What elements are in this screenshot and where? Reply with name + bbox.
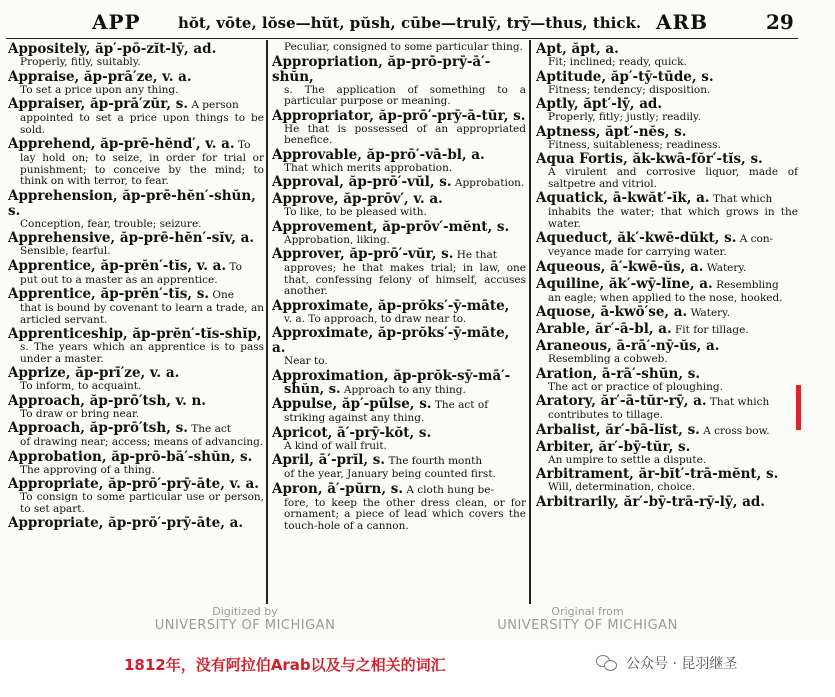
column-divider-1: [266, 40, 268, 604]
wechat-attribution: [596, 653, 737, 673]
entry-definition: v. a. To approach, to draw near to.: [284, 312, 467, 325]
column-2: [272, 42, 526, 604]
entry-definition: Properly, fitly, suitably.: [20, 56, 141, 68]
entry-continuation: shŭn, s. Approach to any thing.: [284, 381, 466, 397]
dictionary-entry: [536, 339, 798, 366]
entry-definition: lay hold on; to seize, in order for trial or punishment; to conceive by the mind; to think on with terror, to fear.: [20, 152, 264, 187]
entry-inline-definition: That which: [709, 193, 773, 205]
entry-headword: Approval, ăp-prō′-vŭl, s. Approbation.: [272, 174, 525, 190]
dictionary-entry: [272, 109, 526, 147]
dictionary-entry: [272, 175, 526, 191]
dictionary-entry: [536, 231, 798, 259]
dictionary-entry: [8, 42, 264, 69]
watermark-big-text: UNIVERSITY OF MICHIGAN: [154, 618, 336, 633]
entry-headword: Apricot, ā′-prȳ-kŏt, s.: [272, 424, 432, 441]
entry-inline-definition: To: [234, 139, 251, 151]
entry-headword: Arbalist, ăr′-bā-lĭst, s. A cross bow.: [536, 421, 770, 438]
entry-definition: To inform, to acquaint.: [20, 380, 142, 392]
wechat-label: 公众号 · 昆羽继圣: [626, 656, 738, 672]
entry-definition: Peculiar, consigned to some particular thing.: [284, 42, 523, 53]
entry-headword: April, ā′-prĭl, s. The fourth month: [272, 452, 483, 468]
entry-inline-definition: The fourth month: [385, 455, 483, 467]
entry-headword: Aptness, ăpt′-nĕs, s.: [536, 123, 687, 140]
entry-inline-definition: The act: [187, 423, 231, 435]
watermark-big-text: UNIVERSITY OF MICHIGAN: [497, 618, 678, 633]
entry-inline-definition: A person: [188, 99, 239, 111]
dictionary-entry: [8, 477, 264, 515]
entry-definition: An umpire to settle a dispute.: [548, 453, 707, 466]
dictionary-entry: [536, 191, 798, 230]
caption-text: 1812年，没有阿拉伯Arab以及与之相关的词汇: [124, 656, 446, 674]
dictionary-entry: [272, 482, 526, 533]
entry-inline-definition: Approbation.: [451, 177, 525, 189]
entry-headword: Apprentice, ăp-prĕn′-tĭs, s. One: [8, 286, 234, 302]
column-divider-2: [529, 40, 531, 604]
dictionary-entry: [536, 97, 798, 124]
entry-headword: Approximate, ăp-prŏks′-ȳ-māte,: [272, 297, 510, 314]
entry-definition: Sensible, fearful.: [20, 245, 111, 257]
entry-definition: contributes to tillage.: [548, 409, 663, 421]
entry-headword: Apprehend, ăp-prē-hĕnd′, v. a. To: [8, 136, 251, 152]
entry-headword: Arable, ăr′-ā-bl, a. Fit for tillage.: [536, 321, 749, 337]
entry-headword: Aqueduct, ăk′-kwē-dŭkt, s. A con-: [536, 230, 774, 246]
dictionary-entry: [8, 70, 264, 97]
dictionary-entry: [272, 55, 526, 108]
entry-definition: Properly, fitly; justly; readily.: [548, 111, 701, 123]
entry-inline-definition: Resembling: [712, 278, 779, 291]
dictionary-entry: [536, 125, 798, 152]
entry-headword: Apprize, ăp-prī′ze, v. a.: [8, 365, 180, 381]
entry-definition: The act or practice of ploughing.: [548, 380, 723, 393]
entry-definition: of the year, January being counted first.: [284, 468, 496, 480]
entry-headword: Approximation, ăp-prŏk-sȳ-mā′-: [272, 367, 511, 384]
dictionary-entry: [536, 440, 798, 467]
entry-definition: The approving of a thing.: [20, 463, 155, 476]
entry-headword: Approximate, ăp-prŏks′-ȳ-māte, a.: [272, 325, 510, 356]
entry-inline-definition: The act of: [431, 399, 489, 411]
dictionary-entry: [8, 327, 264, 365]
entry-definition: striking against any thing.: [284, 412, 425, 424]
entry-inline-definition: To: [226, 260, 242, 273]
entry-definition: approves; he that makes trial; in law, one that, confessing felony of himself, accuses another.: [284, 262, 526, 297]
watermark-digitized: [150, 605, 340, 633]
dictionary-entry: [8, 450, 264, 477]
dictionary-entry: [536, 305, 798, 321]
entry-headword: Approach, ăp-prō′tsh, v. n.: [8, 392, 207, 409]
entry-headword: Aptly, ăpt′-lȳ, ad.: [536, 96, 663, 112]
entry-inline-definition: One: [209, 289, 234, 301]
entry-headword: Appropriation, ăp-prō-prȳ-ā′-shŭn,: [272, 53, 491, 85]
entry-headword: Aquiline, ăk′-wȳ-lĭne, a. Resembling: [536, 275, 779, 292]
entry-definition: an eagle; when applied to the nose, hooked.: [548, 291, 783, 304]
entry-definition: To draw or bring near.: [20, 407, 140, 420]
dictionary-entry: [8, 516, 264, 531]
dictionary-entry: [536, 260, 798, 276]
page-number: 29: [766, 10, 794, 34]
entry-headword: Arbitrarily, ăr′-bȳ-trā-rȳ-lȳ, ad.: [536, 493, 765, 510]
entry-definition: A virulent and corrosive liquor, made of saltpetre and vitriol.: [548, 166, 798, 190]
wechat-icon: [596, 655, 618, 671]
dictionary-entry: [272, 192, 526, 219]
entry-headword: Arbiter, ăr′-bȳ-tŭr, s.: [536, 438, 691, 455]
entry-headword: Appulse, ăp′-pŭlse, s. The act of: [272, 396, 489, 412]
entry-headword: Apprenticeship, ăp-prĕn′-tĭs-shĭp,: [8, 326, 262, 342]
column-3: [536, 42, 798, 604]
entry-inline-definition: Fit for tillage.: [671, 324, 749, 336]
entry-definition: veyance made for carrying water.: [548, 246, 727, 258]
entry-definition: Approbation, liking.: [284, 233, 390, 246]
right-guide-word: ARB: [656, 10, 709, 34]
entry-headword: Aration, ā-rā′-shŭn, s.: [536, 365, 701, 382]
dictionary-entry: [272, 42, 526, 54]
entry-definition: appointed to set a price upon things to be sold.: [20, 112, 264, 136]
watermark-small-text: Digitized by: [212, 605, 278, 618]
entry-definition: Will, determination, choice.: [548, 481, 696, 493]
entry-headword: Appositely, ăp′-pō-zĭt-lȳ, ad.: [8, 42, 217, 57]
dictionary-entry: [8, 394, 264, 421]
dictionary-entry: [536, 277, 798, 305]
dictionary-entry: [272, 247, 526, 298]
entry-headword: Approvement, ăp-prōv′-mĕnt, s.: [272, 218, 510, 235]
dictionary-entry: [8, 366, 264, 393]
entry-headword: Aptitude, ăp′-tȳ-tūde, s.: [536, 68, 714, 85]
entry-headword: Approver, ăp-prō′-vŭr, s. He that: [272, 246, 497, 262]
entry-definition: To like, to be pleased with.: [284, 206, 427, 218]
dictionary-entry: [8, 189, 264, 231]
entry-headword: Apron, ā′-pŭrn, s. A cloth hung be-: [272, 480, 495, 497]
dictionary-entry: [272, 453, 526, 481]
entry-definition: put out to a master as an apprentice.: [20, 273, 218, 286]
entry-inline-definition: He that: [453, 249, 497, 261]
header-rule: [6, 38, 798, 39]
dictionary-entry: [536, 322, 798, 338]
entry-inline-definition: That which: [706, 396, 770, 408]
entry-definition: A kind of wall fruit.: [284, 439, 387, 452]
column-1: [8, 42, 264, 604]
entry-definition: Fitness; tendency; disposition.: [548, 83, 711, 96]
highlight-marker: [796, 385, 801, 430]
entry-headword: Approvable, ăp-prō′-vā-bl, a.: [272, 146, 485, 163]
dictionary-entry: [8, 421, 264, 449]
entry-headword: Araneous, ā-rā′-nȳ-ŭs, a.: [536, 338, 720, 354]
entry-definition: of drawing near; access; means of advancing.: [20, 436, 264, 448]
pronunciation-key: hŏt, vōte, lŏse—hŭt, pŭsh, cūbe—trulȳ, trȳ—thus, thick.: [178, 14, 642, 32]
entry-headword: Approve, ăp-prōv′, v. a.: [272, 191, 443, 207]
dictionary-entry: [536, 495, 798, 510]
entry-headword: Appropriate, ăp-prō′-prȳ-āte, v. a.: [8, 476, 259, 492]
dictionary-entry: [8, 137, 264, 188]
entry-headword: Apprentice, ăp-prĕn′-tĭs, v. a. To: [8, 257, 242, 274]
dictionary-entry: [272, 426, 526, 453]
watermark-small-text: Original from: [551, 605, 624, 618]
dictionary-entry: [272, 397, 526, 425]
entry-headword: Apprehensive, ăp-prē-hĕn′-sĭv, a.: [8, 230, 255, 246]
dictionary-entry: [536, 42, 798, 69]
dictionary-entry: [536, 423, 798, 439]
left-guide-word: APP: [92, 10, 141, 34]
dictionary-entry: [272, 220, 526, 247]
dictionary-entry: [536, 394, 798, 422]
entry-headword: Apt, ăpt, a.: [536, 42, 619, 57]
entry-headword: Aquose, ā-kwō′se, a. Watery.: [536, 304, 731, 320]
dictionary-entry: [272, 299, 526, 326]
caption-bar: [0, 640, 835, 697]
entry-headword: Appraiser, ăp-prā′zŭr, s. A person: [8, 96, 239, 112]
dictionary-entry: [272, 148, 526, 175]
dictionary-entry: [272, 326, 526, 368]
entry-definition: He that is possessed of an appropriated benefice.: [284, 122, 526, 146]
dictionary-entry: [8, 97, 264, 136]
entry-definition: To set a price upon any thing.: [20, 83, 179, 96]
page-header: [0, 10, 835, 36]
entry-definition: s. The years which an apprentice is to pass under a master.: [20, 341, 264, 365]
entry-definition: To consign to some particular use or person, to set apart.: [20, 491, 264, 515]
dictionary-entry: [536, 367, 798, 394]
entry-headword: Aqua Fortis, ăk-kwā-fŏr′-tĭs, s.: [536, 151, 763, 167]
dictionary-entry: [536, 467, 798, 494]
entry-headword: Appraise, ăp-prā′ze, v. a.: [8, 68, 192, 85]
entry-definition: fore, to keep the other dress clean, or for ornament; a piece of lead which covers the touch-hole of a cannon.: [284, 496, 526, 532]
dictionary-entry: [536, 70, 798, 97]
entry-headword: Aquatick, ā-kwăt′-ĭk, a. That which: [536, 190, 773, 206]
dictionary-entry: [8, 287, 264, 326]
dictionary-entry: [536, 152, 798, 190]
entry-definition: s. The application of something to a particular purpose or meaning.: [284, 83, 526, 107]
dictionary-entry: [8, 231, 264, 258]
entry-inline-definition: A con-: [736, 233, 774, 245]
entry-definition: Fitness, suitableness; readiness.: [548, 138, 721, 151]
entry-definition: inhabits the water; that which grows in the water.: [548, 206, 798, 230]
dictionary-entry: [272, 369, 526, 397]
entry-definition: That which merits approbation.: [284, 161, 453, 174]
entry-headword: Approbation, ăp-prō-bā′-shŭn, s.: [8, 448, 253, 465]
entry-definition: Fit; inclined; ready, quick.: [548, 56, 687, 68]
entry-definition: Resembling a cobweb.: [548, 353, 668, 365]
entry-definition: Conception, fear, trouble; seizure.: [20, 217, 202, 230]
entry-definition: that is bound by covenant to learn a trade, an articled servant.: [20, 302, 264, 326]
entry-inline-definition: Watery.: [687, 307, 731, 319]
entry-headword: Appropriate, ăp-prō′-prȳ-āte, a.: [8, 515, 244, 531]
entry-headword: Approach, ăp-prō′tsh, s. The act: [8, 420, 231, 436]
watermark-original: [490, 605, 685, 633]
entry-inline-definition: A cross bow.: [699, 424, 770, 437]
entry-definition: Near to.: [284, 355, 328, 367]
entry-inline-definition: Watery.: [703, 261, 747, 274]
entry-headword: Apprehension, ăp-prē-hĕn′-shŭn, s.: [8, 187, 256, 219]
entry-headword: Aqueous, ā′-kwē-ŭs, a. Watery.: [536, 258, 747, 275]
entry-headword: Appropriator, ăp-prō′-prȳ-ā-tŭr, s.: [272, 107, 526, 124]
dictionary-entry: [8, 259, 264, 287]
entry-headword: Aratory, ăr′-ā-tŭr-rȳ, a. That which: [536, 393, 770, 409]
entry-headword: Arbitrament, ăr-bĭt′-trā-mĕnt, s.: [536, 466, 779, 482]
entry-inline-definition: A cloth hung be-: [403, 483, 495, 496]
